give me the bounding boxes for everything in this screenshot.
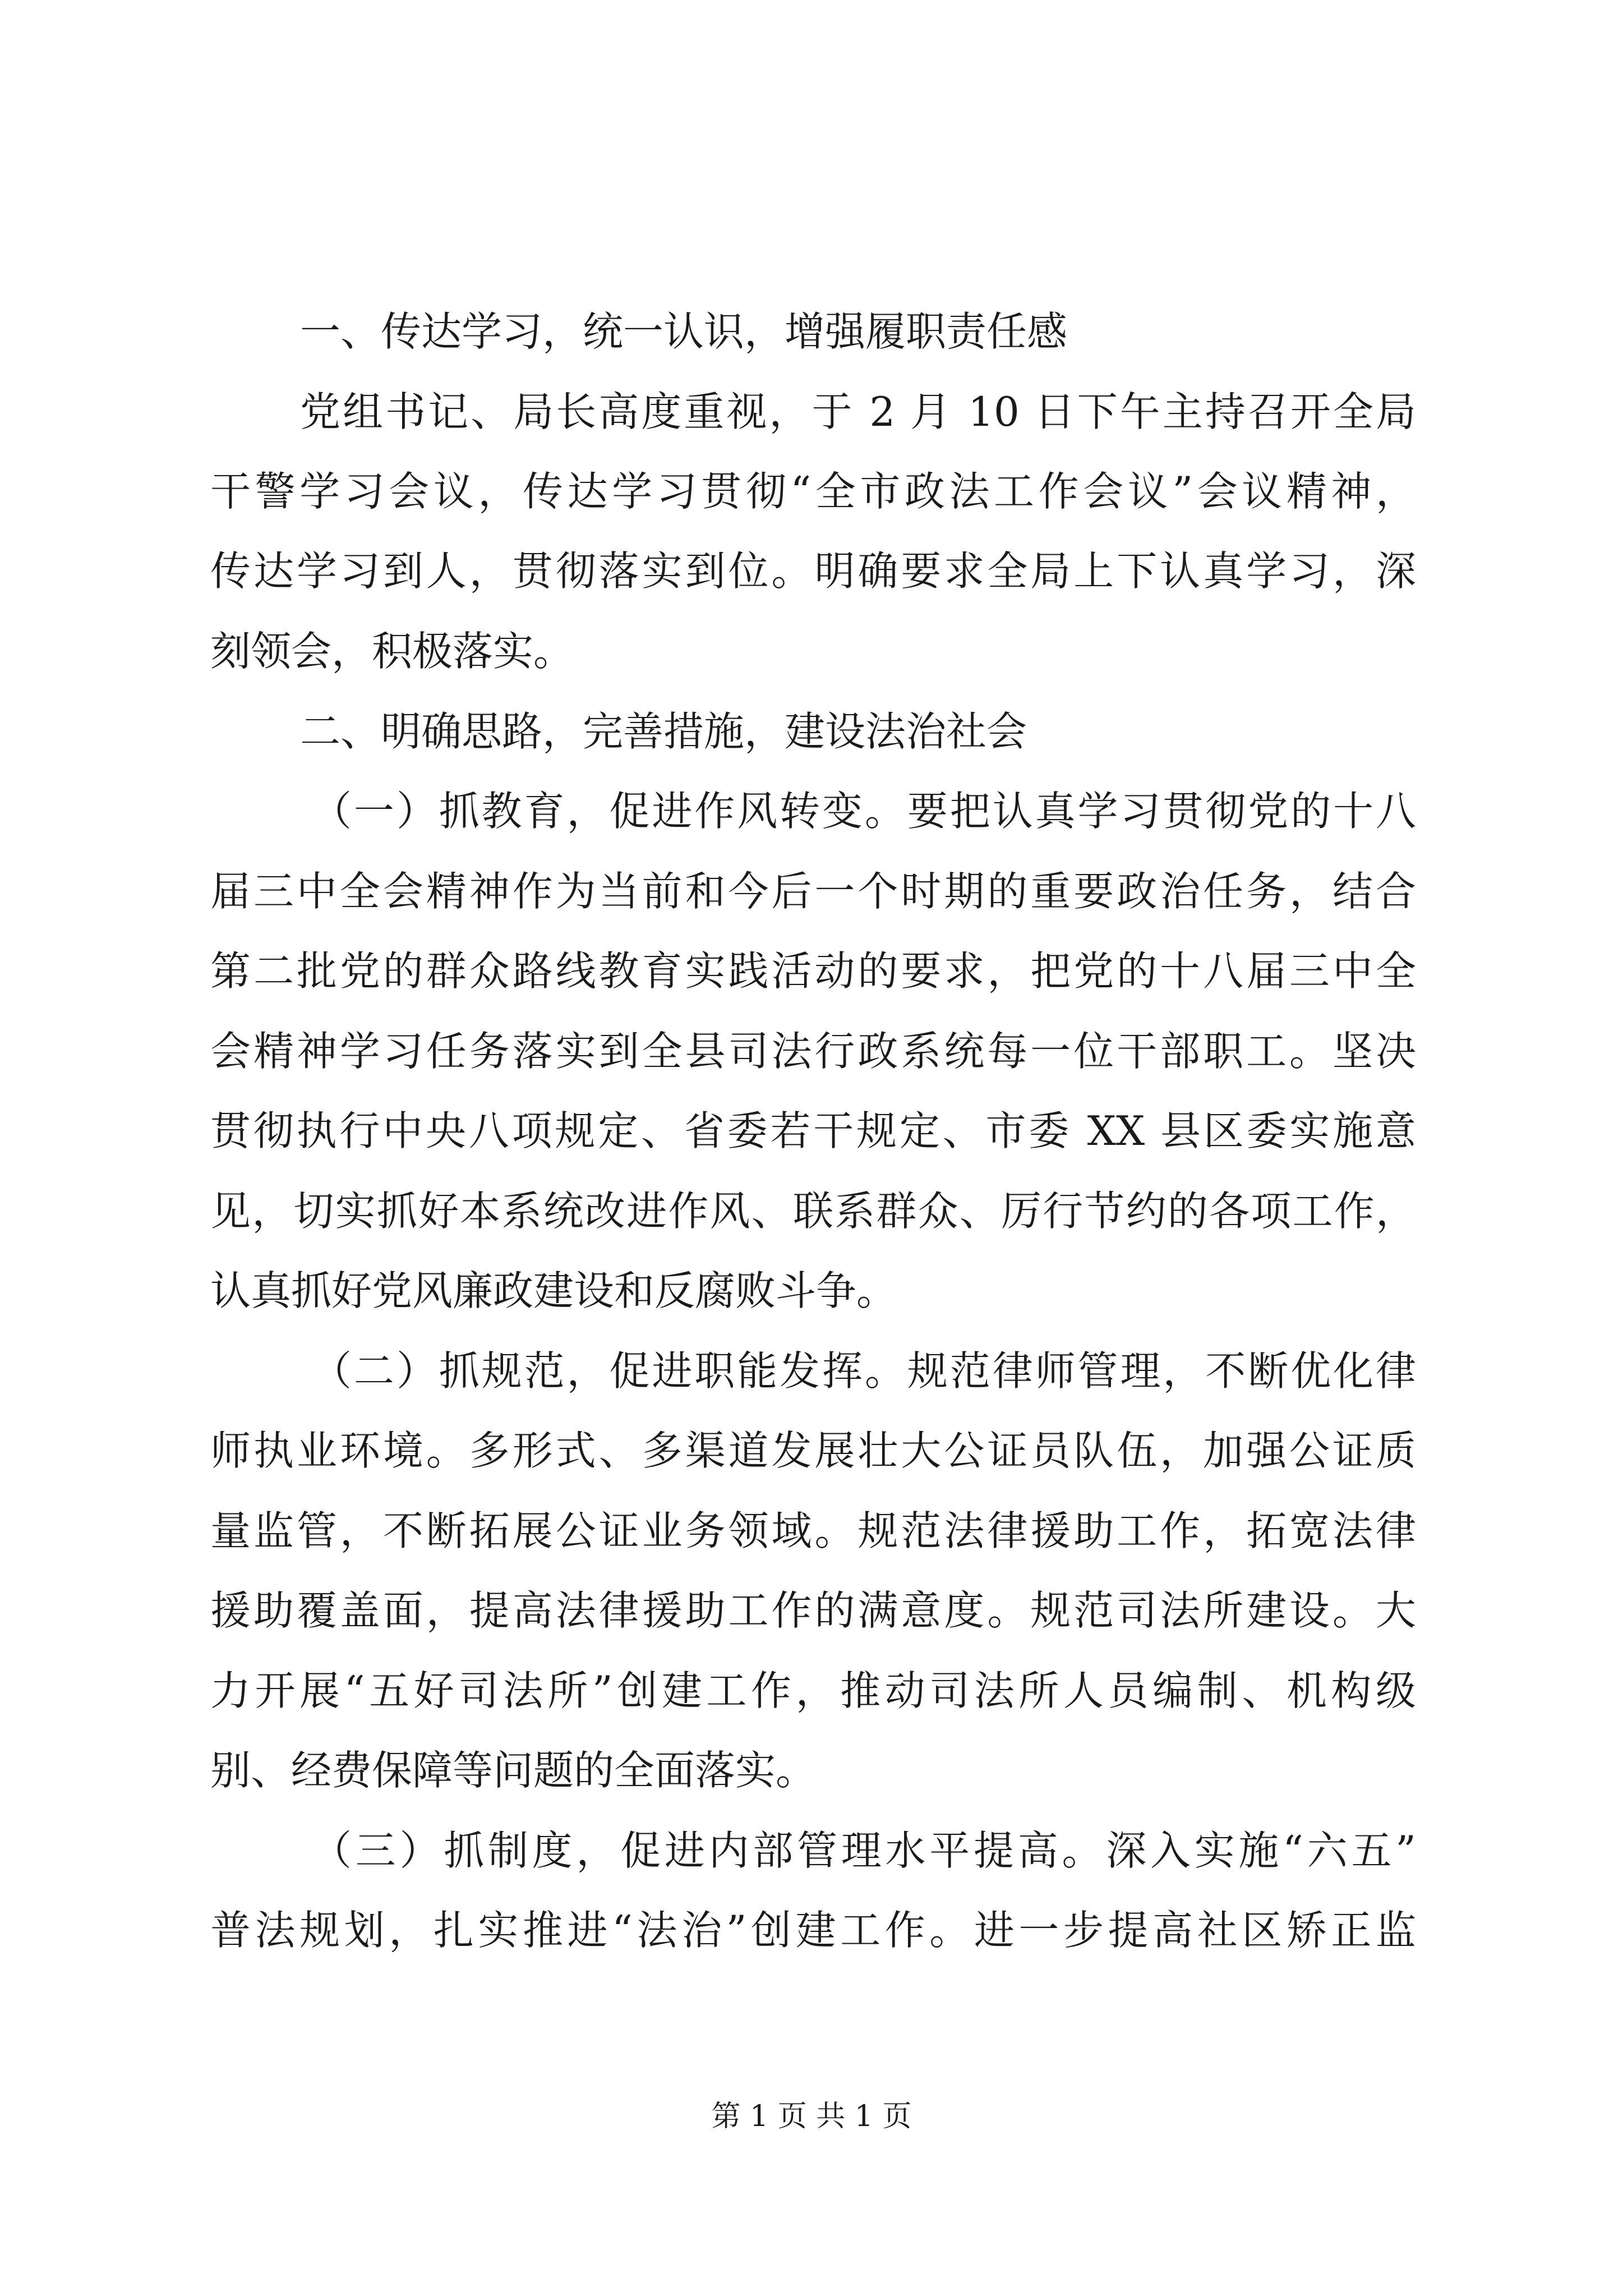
item-2-line: 别、经费保障等问题的全面落实。 bbox=[210, 1747, 817, 1794]
item-1-line: 见，切实抓好本系统改进作风、联系群众、厉行节约的各项工作， bbox=[210, 1188, 1416, 1235]
section-1-paragraph-line: 刻领会，积极落实。 bbox=[210, 628, 574, 675]
item-2-line: （二）抓规范，促进职能发挥。规范律师管理，不断优化律 bbox=[311, 1347, 1416, 1395]
section-1-heading: 一、传达学习，统一认识，增强履职责任感 bbox=[300, 308, 1068, 355]
section-2-heading: 二、明确思路，完善措施，建设法治社会 bbox=[300, 708, 1027, 755]
section-1-paragraph-line: 传达学习到人，贯彻落实到位。明确要求全局上下认真学习，深 bbox=[210, 547, 1416, 595]
item-1-line: 认真抓好党风廉政建设和反腐败斗争。 bbox=[210, 1267, 897, 1314]
item-2-line: 援助覆盖面，提高法律援助工作的满意度。规范司法所建设。大 bbox=[210, 1587, 1416, 1634]
item-1-line: 届三中全会精神作为当前和今后一个时期的重要政治任务，结合 bbox=[210, 868, 1416, 915]
item-1-line: 会精神学习任务落实到全县司法行政系统每一位干部职工。坚决 bbox=[210, 1028, 1416, 1075]
item-1-line: 第二批党的群众路线教育实践活动的要求，把党的十八届三中全 bbox=[210, 947, 1416, 995]
item-2-line: 量监管，不断拓展公证业务领域。规范法律援助工作，拓宽法律 bbox=[210, 1507, 1416, 1554]
item-1-line: （一）抓教育，促进作风转变。要把认真学习贯彻党的十八 bbox=[311, 788, 1416, 835]
page-footer: 第 1 页 共 1 页 bbox=[711, 2100, 912, 2133]
item-3-line: 普法规划，扎实推进“法治”创建工作。进一步提高社区矫正监 bbox=[210, 1907, 1416, 1954]
item-2-line: 力开展“五好司法所”创建工作，推动司法所人员编制、机构级 bbox=[210, 1667, 1416, 1714]
item-1-line: 贯彻执行中央八项规定、省委若干规定、市委 XX 县区委实施意 bbox=[210, 1107, 1416, 1154]
section-1-paragraph-line: 党组书记、局长高度重视，于 2 月 10 日下午主持召开全局 bbox=[300, 388, 1416, 435]
item-2-line: 师执业环境。多形式、多渠道发展壮大公证员队伍，加强公证质 bbox=[210, 1427, 1416, 1474]
item-3-line: （三）抓制度，促进内部管理水平提高。深入实施“六五” bbox=[311, 1827, 1416, 1874]
section-1-paragraph-line: 干警学习会议，传达学习贯彻“全市政法工作会议”会议精神， bbox=[210, 468, 1416, 515]
